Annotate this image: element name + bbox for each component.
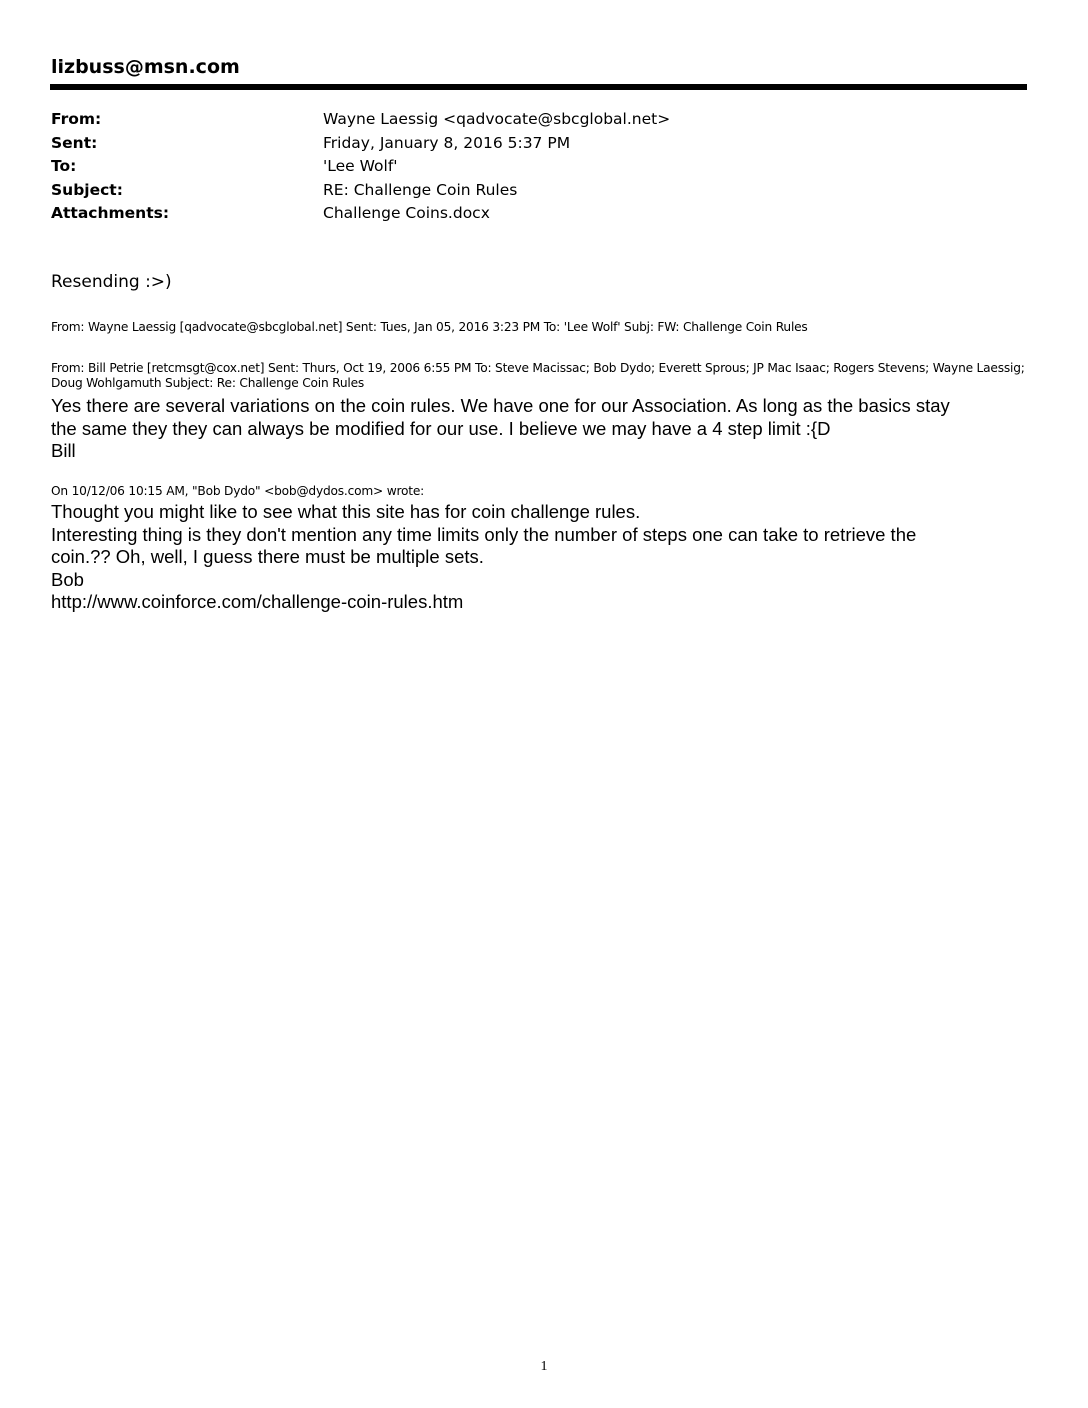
quote-body — [51, 501, 1041, 614]
resend-note: Resending :>) — [51, 272, 172, 292]
attachment-name: Challenge Coins.docx — [323, 204, 490, 222]
quote-meta: On 10/12/06 10:15 AM, "Bob Dydo" <bob@dydos.com> wrote: — [51, 484, 425, 498]
to-value: 'Lee Wolf' — [323, 157, 398, 175]
page-number: 1 — [540, 1359, 548, 1374]
quote-line: Thought you might like to see what this site has for coin challenge rules. — [51, 501, 641, 522]
sent-label: Sent: — [51, 133, 98, 152]
reply-meta: From: Bill Petrie [retcmsgt@cox.net] Sent: Thurs, Oct 19, 2006 6:55 PM To: Steve Macissac; Bob Dydo; Everett Sprous; JP Mac Isaac; Rogers Stevens; Wayne Laessig; Doug Wohlgamuth Subject: Re: Challenge Coin Rules — [51, 361, 1025, 390]
sent-value: Friday, January 8, 2016 5:37 PM — [323, 133, 571, 152]
reply-line: the same they they can always be modified for our use. I believe we may have a 4 step limit :{D — [51, 417, 831, 439]
reply-signature: Bill — [51, 440, 76, 461]
attachments-label: Attachments: — [51, 204, 170, 222]
reply-line: Yes there are several variations on the coin rules. We have one for our Association. As long as the basics stay — [51, 395, 950, 416]
subject-value: RE: Challenge Coin Rules — [323, 180, 518, 199]
quote-signature: Bob — [51, 568, 84, 590]
to-label: To: — [51, 157, 77, 175]
header-row-attachments — [51, 202, 670, 226]
mailbox-address: lizbuss@msn.com — [51, 56, 240, 78]
header-row-to — [51, 155, 670, 179]
quote-line: coin.?? Oh, well, I guess there must be multiple sets. — [51, 546, 484, 567]
subject-label: Subject: — [51, 180, 123, 199]
quote-line: Interesting thing is they don't mention any time limits only the number of steps one can take to retrieve the — [51, 523, 917, 545]
from-label: From: — [51, 110, 102, 128]
email-header — [51, 108, 670, 226]
from-value: Wayne Laessig <qadvocate@sbcglobal.net> — [323, 110, 671, 128]
reply-body — [51, 395, 1041, 463]
header-divider — [50, 84, 1027, 90]
header-row-subject — [51, 179, 670, 203]
header-row-from — [51, 108, 670, 132]
header-row-sent — [51, 132, 670, 156]
quote-link[interactable]: http://www.coinforce.com/challenge-coin-rules.htm — [51, 591, 464, 612]
forward-meta: From: Wayne Laessig [qadvocate@sbcglobal.net] Sent: Tues, Jan 05, 2016 3:23 PM To: 'Lee Wolf' Subj: FW: Challenge Coin Rules — [51, 320, 808, 334]
